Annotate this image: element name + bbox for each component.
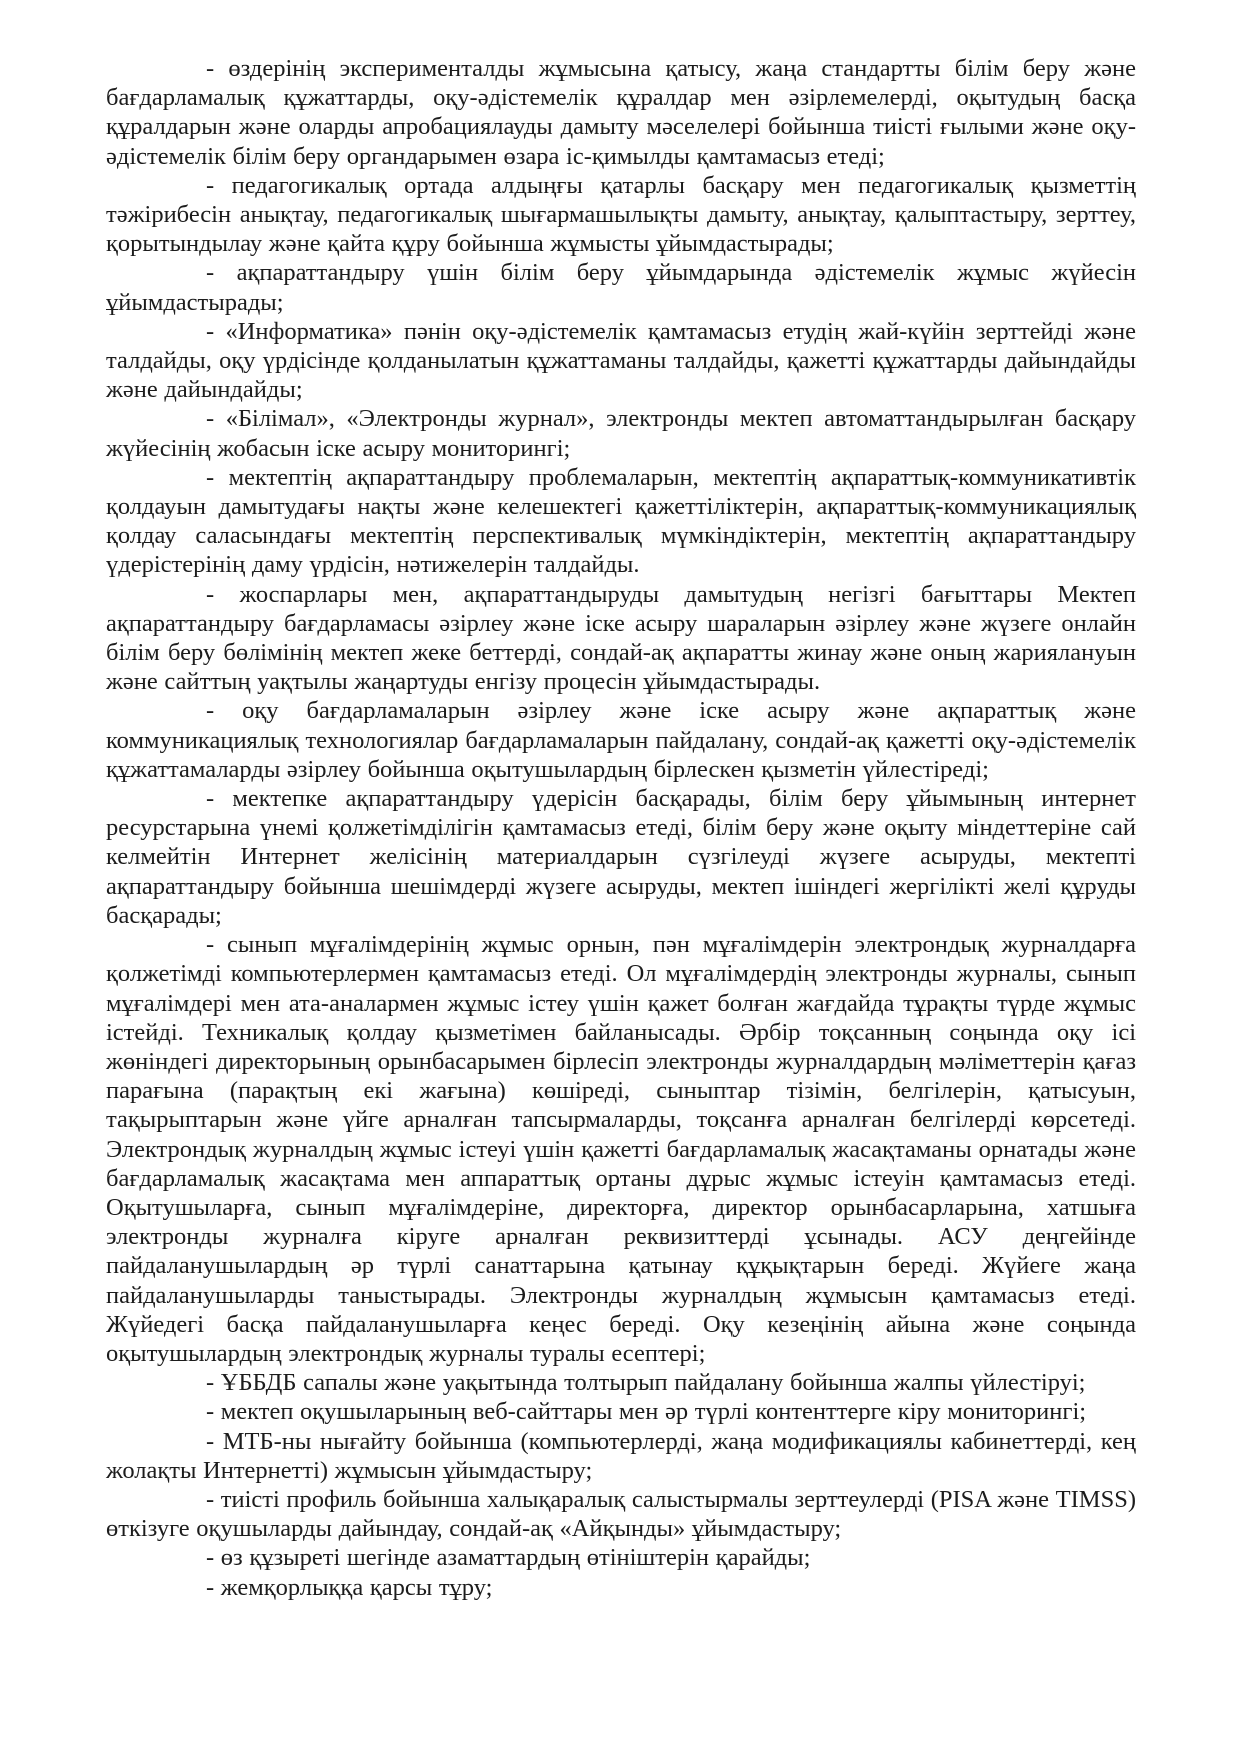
paragraph: - тиісті профиль бойынша халықаралық салыстырмалы зерттеулерді (PISA және TIMSS) өткізуге оқушыларды дайындау, сондай-ақ «Айқынды» ұйымдастыру;: [106, 1485, 1136, 1543]
paragraph: - ақпараттандыру үшін білім беру ұйымдарында әдістемелік жұмыс жүйесін ұйымдастырады;: [106, 259, 1136, 316]
paragraph: - жемқорлыққа қарсы тұру;: [206, 1573, 493, 1601]
paragraph: - педагогикалық ортада алдыңғы қатарлы басқару мен педагогикалық қызметтің тәжірибесін анықтау, педагогикалық шығармашылықты дамыту, анықтау, қалыптастыру, зерттеу, қорытындылау және қайта құру бойынша жұмысты ұйымдастырады;: [106, 171, 1136, 258]
paragraph: - «Білімал», «Электронды журнал», электронды мектеп автоматтандырылған басқару жүйесінің жобасын іске асыру мониторингі;: [106, 405, 1136, 462]
paragraph: - мектептің ақпараттандыру проблемаларын, мектептің ақпараттық-коммуникативтік қолдауын дамытудағы нақты және келешектегі қажеттіліктерін, ақпараттық-коммуникациялық қолдау саласындағы мектептің перспективалық мүмкіндіктерін, мектептің ақпараттандыру үдерістерінің даму үрдісін, нәтижелерін талдайды.: [106, 463, 1136, 579]
paragraph: - оқу бағдарламаларын әзірлеу және іске асыру және ақпараттық және коммуникациялық технологиялар бағдарламаларын пайдалану, сондай-ақ қажетті оқу-әдістемелік құжаттамаларды әзірлеу бойынша оқытушылардың бірлескен қызметін үйлестіреді;: [106, 697, 1136, 783]
paragraph: - МТБ-ны нығайту бойынша (компьютерлерді, жаңа модификациялы кабинеттерді, кең жолақты Интернетті) жұмысын ұйымдастыру;: [106, 1427, 1136, 1484]
paragraph: - өз құзыреті шегінде азаматтардың өтініштерін қарайды;: [206, 1544, 811, 1572]
paragraph: - мектеп оқушыларының веб-сайттары мен әр түрлі контенттерге кіру мониторингі;: [206, 1398, 1087, 1426]
paragraph: - ҰББДБ сапалы және уақытында толтырып пайдалану бойынша жалпы үйлестіруі;: [206, 1369, 1086, 1397]
paragraph: - өздерінің эксперименталды жұмысына қатысу, жаңа стандартты білім беру және бағдарламалық құжаттарды, оқу-әдістемелік құралдар мен әзірлемелерді, оқытудың басқа құралдарын және оларды апробациялауды дамыту мәселелері бойынша тиісті ғылыми және оқу-әдістемелік білім беру органдарымен өзара іс-қимылды қамтамасыз етеді;: [106, 55, 1136, 170]
paragraph: - «Информатика» пәнін оқу-әдістемелік қамтамасыз етудің жай-күйін зерттейді және талдайды, оқу үрдісінде қолданылатын құжаттаманы талдайды, қажетті құжаттарды дайындайды және дайындайды;: [106, 317, 1136, 404]
paragraph: - мектепке ақпараттандыру үдерісін басқарады, білім беру ұйымының интернет ресурстарына үнемі қолжетімділігін қамтамасыз етеді, білім беру және оқыту міндеттеріне сай келмейтін Интернет желісінің материалдарын сүзгілеуді жүзеге асыруды, мектепті ақпараттандыру бойынша шешімдерді жүзеге асыруды, мектеп ішіндегі жергілікті желі құруды басқарады;: [106, 785, 1136, 929]
document-body: [106, 54, 1136, 1602]
paragraph: - сынып мұғалімдерінің жұмыс орнын, пән мұғалімдерін электрондық журналдарға қолжетімді компьютерлермен қамтамасыз етеді. Ол мұғалімдердің электронды журналы, сынып мұғалімдері мен ата-аналармен жұмыс істеу үшін қажет болған жағдайда тұрақты түрде жұмыс істейді. Техникалық қолдау қызметімен байланысады. Әрбір тоқсанның соңында оқу ісі жөніндегі директорының орынбасарымен бірлесіп электронды журналдардың мәліметтерін қағаз парағына (парақтың екі жағына) көшіреді, сыныптар тізімін, белгілерін, қатысуын, тақырыптарын және үйге арналған тапсырмаларды, тоқсанға арналған белгілерді көрсетеді. Электрондық журналдың жұмыс істеуі үшін қажетті бағдарламалық жасақтаманы орнатады және бағдарламалық жасақтама мен аппараттық ортаны дұрыс жұмыс істеуін қамтамасыз етеді. Оқытушыларға, сынып мұғалімдеріне, директорға, директор орынбасарларына, хатшыға электронды журналға кіруге арналған реквизиттерді ұсынады. АСУ деңгейінде пайдаланушылардың әр түрлі санаттарына қатынау құқықтарын береді. Жүйеге жаңа пайдаланушыларды таныстырады. Электронды журналдың жұмысын қамтамасыз етеді. Жүйедегі басқа пайдаланушыларға кеңес береді. Оқу кезеңінің айына және соңында оқытушылардың электрондық журналы туралы есептері;: [106, 931, 1136, 1367]
paragraph: - жоспарлары мен, ақпараттандыруды дамытудың негізгі бағыттары Мектеп ақпараттандыру бағдарламасы әзірлеу және іске асыру шараларын әзірлеу және жүзеге онлайн білім беру бөлімінің мектеп жеке беттерді, сондай-ақ ақпаратты жинау және оның жариялануын және сайттың уақтылы жаңартуды енгізу процесін ұйымдастырады.: [106, 580, 1136, 696]
